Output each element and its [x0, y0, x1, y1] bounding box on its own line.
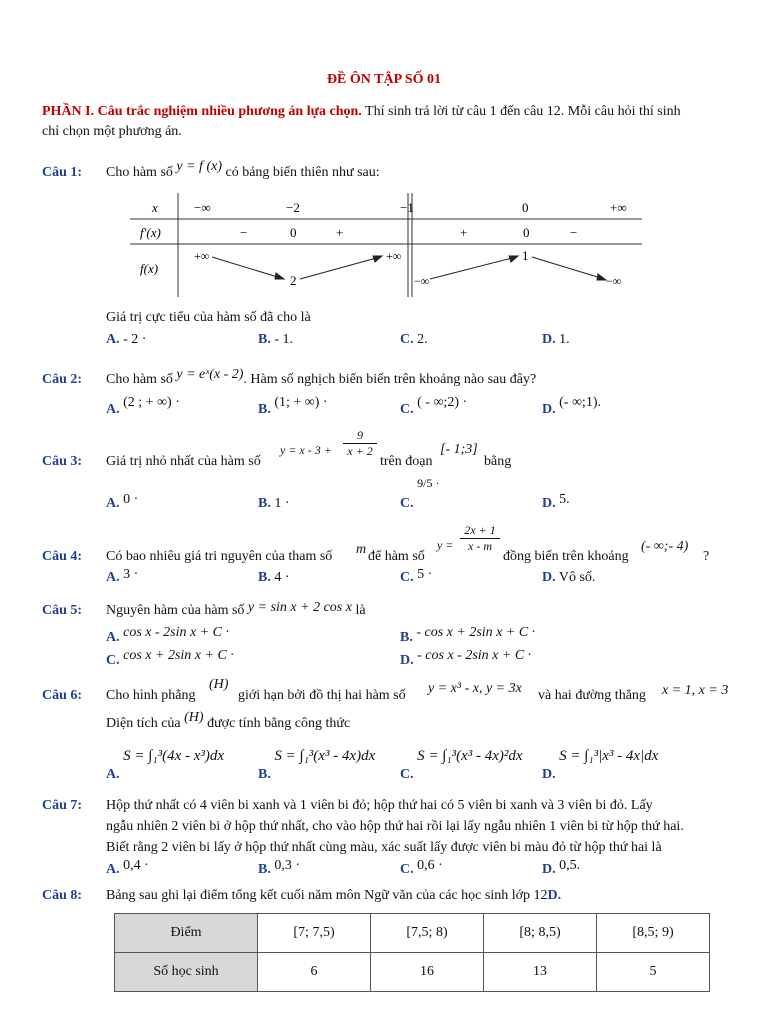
q5-text-c: cos x + 2sin x + C ·: [123, 648, 234, 663]
q2-stem: [106, 367, 537, 388]
table-cell: 5: [597, 953, 710, 992]
table-cell: [8; 8,5): [484, 914, 597, 953]
q7-letter-b: B.: [258, 862, 271, 877]
q3-text-c: 9/5 ·: [417, 476, 440, 490]
q1-post: có bảng biến thiên như sau:: [225, 165, 380, 180]
q4-function: y =: [437, 538, 454, 552]
q5-pre: Nguyên hàm của hàm số: [106, 603, 245, 618]
q5-option-b[interactable]: [400, 625, 536, 645]
q4-end: ?: [703, 549, 710, 564]
q5-letter-b: B.: [400, 630, 413, 645]
part-instruction-2: chỉ chọn một phương án.: [42, 124, 182, 139]
q6-pre: Cho hình phẳng: [106, 688, 196, 703]
vt-x-label: x: [152, 200, 158, 215]
q2-option-d[interactable]: [542, 395, 601, 417]
q1-text-d: 1.: [559, 332, 570, 347]
vt-x-4: +∞: [610, 200, 627, 215]
q7-text-c: 0,6 ·: [417, 858, 443, 873]
q3-option-a[interactable]: [106, 492, 139, 512]
q4-pre: Có bao nhiêu giá tri nguyên của tham số: [106, 549, 333, 564]
vt-f-4: 1: [522, 248, 529, 263]
q6-option-d[interactable]: [542, 748, 659, 782]
exam-title: ĐỀ ÔN TẬP SỐ 01: [326, 72, 442, 87]
q7-letter-a: A.: [106, 862, 120, 877]
part-instructions: [42, 102, 732, 142]
q4-text-c: 5 ·: [417, 567, 433, 582]
q4-post: đồng biến trên khoảng: [503, 549, 629, 564]
q1-pre: Cho hàm số: [106, 165, 173, 180]
q4-letter-d: D.: [542, 570, 556, 585]
table-cell: [7,5; 8): [371, 914, 484, 953]
q2-letter-b: B.: [258, 402, 271, 417]
q3-option-c[interactable]: [400, 476, 440, 511]
vt-fp-2: +: [336, 225, 344, 240]
vt-fp-5: −: [570, 225, 578, 240]
q7-text-b: 0,3 ·: [274, 858, 301, 873]
q4-fraction: [460, 523, 500, 554]
q8-text-tail: D.: [547, 888, 562, 903]
q1-option-b[interactable]: [258, 332, 293, 348]
vt-f-3: −∞: [414, 274, 430, 288]
q6-line2-post: được tính bằng công thức: [207, 716, 351, 731]
q4-option-d[interactable]: [542, 570, 595, 586]
q3-frac-num: 9: [343, 428, 377, 444]
q5-letter-c: C.: [106, 653, 120, 668]
q3-text-d: 5.: [559, 492, 570, 507]
q1-option-a[interactable]: [106, 332, 146, 348]
q3-text-b: 1 ·: [274, 496, 290, 511]
q6-functions: y = x³ - x, y = 3x: [428, 681, 522, 696]
vt-fp-3: +: [460, 225, 468, 240]
vt-fp-label: f'(x): [140, 225, 161, 240]
q5-text-b: - cos x + 2sin x + C ·: [416, 625, 536, 640]
vt-f-label: f(x): [140, 261, 159, 276]
q6-text-d: S = ∫₁³|x³ - 4x|dx: [559, 748, 659, 764]
table-cell: [7; 7,5): [258, 914, 371, 953]
q3-text-a: 0 ·: [123, 492, 139, 507]
table-row: [115, 953, 710, 992]
q1-option-d[interactable]: [542, 332, 570, 348]
q2-text-d: (- ∞;1).: [559, 395, 601, 410]
q1-text-b: - 1.: [274, 332, 294, 347]
q3-letter-a: A.: [106, 496, 120, 511]
q2-option-b[interactable]: [258, 395, 328, 417]
q2-option-a[interactable]: [106, 395, 180, 417]
q4-text-a: 3 ·: [123, 567, 139, 582]
q6-mid: giới hạn bởi đồ thị hai hàm số: [238, 688, 406, 703]
q6-label: Câu 6:: [42, 688, 83, 703]
table-row: [115, 914, 710, 953]
q4-text-b: 4 ·: [274, 570, 290, 585]
q2-text-c: ( - ∞;2) ·: [417, 395, 468, 410]
q2-text-b: (1; + ∞) ·: [274, 395, 328, 410]
q3-label: Câu 3:: [42, 454, 83, 469]
q3-interval: [- 1;3]: [440, 442, 478, 457]
vt-f-5: −∞: [606, 274, 622, 288]
q5-letter-a: A.: [106, 630, 120, 645]
q1-letter-a: A.: [106, 332, 120, 347]
q7-text-a: 0,4 ·: [123, 858, 149, 873]
q3-mid: trên đoạn: [380, 454, 433, 469]
q4-label: Câu 4:: [42, 549, 83, 564]
q6-text-c: S = ∫₁³(x³ - 4x)²dx: [417, 748, 523, 764]
q8-label: Câu 8:: [42, 888, 83, 903]
q8-text-body: Bảng sau ghi lại điểm tổng kết cuối năm môn Ngữ văn của các học sinh lớp 12: [106, 888, 548, 903]
vt-x-0: −∞: [194, 200, 211, 215]
q2-option-c[interactable]: [400, 395, 468, 417]
q6-letter-d: D.: [542, 767, 556, 782]
q4-text-d: Vô số.: [558, 570, 596, 585]
q2-post: . Hàm số nghịch biến biến trên khoảng nào sau đây?: [243, 372, 537, 387]
q5-letter-d: D.: [400, 653, 414, 668]
vt-fp-4: 0: [523, 225, 530, 240]
q5-text-a: cos x - 2sin x + C ·: [123, 625, 229, 640]
table-header-score: Điểm: [115, 914, 258, 953]
q5-post: là: [355, 603, 366, 618]
q2-label: Câu 2:: [42, 372, 83, 387]
q6-text-a: S = ∫₁³(4x - x³)dx: [123, 748, 225, 764]
q1-option-c[interactable]: [400, 332, 428, 348]
q4-option-a[interactable]: [106, 567, 139, 586]
q5-label: Câu 5:: [42, 603, 83, 618]
q6-letter-a: A.: [106, 767, 120, 782]
q6-mid2: và hai đường thẳng: [538, 688, 646, 703]
q6-line2: [106, 710, 351, 732]
q6-letter-b: B.: [258, 767, 271, 782]
vt-x-3: 0: [522, 200, 529, 215]
q7-label: Câu 7:: [42, 798, 83, 813]
q4-frac-num: 2x + 1: [460, 523, 500, 539]
q3-post: bằng: [484, 454, 512, 469]
q7-line1: Hộp thứ nhất có 4 viên bi xanh và 1 viên bi đỏ; hộp thứ hai có 5 viên bi xanh và 3 viên bi đỏ. Lấy: [106, 798, 653, 813]
table-cell: 16: [371, 953, 484, 992]
variation-table: [130, 193, 645, 303]
q7-option-b[interactable]: [258, 858, 301, 878]
q3-pre: Giá trị nhỏ nhất của hàm số: [106, 454, 261, 469]
q6-text-b: S = ∫₁³(x³ - 4x)dx: [274, 748, 376, 764]
q4-frac-den: x - m: [468, 539, 492, 553]
q6-H2: (H): [184, 710, 204, 725]
q2-letter-a: A.: [106, 402, 120, 417]
q4-letter-b: B.: [258, 570, 271, 585]
vt-fp-0: −: [240, 225, 248, 240]
vt-x-2: −1: [400, 200, 414, 215]
q1-question: Giá trị cực tiểu của hàm số đã cho là: [106, 310, 311, 325]
q3-letter-c: C.: [400, 496, 414, 511]
q2-letter-d: D.: [542, 402, 556, 417]
q6-option-a[interactable]: [106, 748, 225, 782]
q2-text-a: (2 ; + ∞) ·: [123, 395, 180, 410]
q4-interval: (- ∞;- 4): [641, 539, 689, 554]
q7-letter-c: C.: [400, 862, 414, 877]
table-cell: [8,5; 9): [597, 914, 710, 953]
q4-letter-a: A.: [106, 570, 120, 585]
q1-function: y = f (x): [176, 159, 222, 174]
q4-param: m: [356, 542, 367, 557]
q1-text-c: 2.: [417, 332, 428, 347]
q6-option-b[interactable]: [258, 748, 376, 782]
q5-option-d[interactable]: [400, 648, 532, 668]
q4-option-c[interactable]: [400, 567, 433, 586]
q3-function: y = x - 3 +: [280, 443, 332, 457]
score-table: [114, 913, 710, 992]
vt-f-2: +∞: [386, 249, 402, 263]
q3-frac-den: x + 2: [347, 444, 373, 458]
vt-f-0: +∞: [194, 249, 210, 263]
q1-text-a: - 2 ·: [123, 332, 147, 347]
q7-line2: ngẫu nhiên 2 viên bi ở hộp thứ nhất, cho vào hộp thứ hai rồi lại lấy ngẫu nhiên 1 viên bi từ hộp thứ hai.: [106, 819, 684, 834]
q6-option-c[interactable]: [400, 748, 523, 782]
q1-stem: [106, 159, 380, 181]
q1-label: Câu 1:: [42, 165, 83, 180]
vt-fp-1: 0: [290, 225, 297, 240]
q1-letter-b: B.: [258, 332, 271, 347]
q6-letter-c: C.: [400, 767, 414, 782]
q3-letter-b: B.: [258, 496, 271, 511]
q5-stem: [106, 600, 366, 619]
part-label: PHẦN I. Câu trắc nghiệm nhiều phương án lựa chọn.: [42, 104, 362, 119]
q3-letter-d: D.: [542, 496, 556, 511]
q1-letter-c: C.: [400, 332, 414, 347]
q7-line3: Biết rằng 2 viên bi lấy ở hộp thứ nhất cùng màu, xác suất lấy được viên bi màu đỏ từ hộp thứ hai là: [106, 840, 662, 855]
q3-option-b[interactable]: [258, 496, 290, 512]
q5-option-a[interactable]: [106, 625, 229, 645]
q6-line2-pre: Diện tích của: [106, 716, 181, 731]
table-header-students: Số học sinh: [115, 953, 258, 992]
q5-text-d: - cos x - 2sin x + C ·: [417, 648, 532, 663]
q7-option-a[interactable]: [106, 858, 149, 878]
q2-letter-c: C.: [400, 402, 414, 417]
q7-option-c[interactable]: [400, 858, 443, 878]
vt-x-1: −2: [286, 200, 300, 215]
q5-option-c[interactable]: [106, 648, 234, 668]
q2-pre: Cho hàm số: [106, 372, 173, 387]
vt-f-1: 2: [290, 273, 297, 288]
q7-letter-d: D.: [542, 862, 556, 877]
q4-option-b[interactable]: [258, 570, 290, 586]
table-cell: 13: [484, 953, 597, 992]
q7-text-d: 0,5.: [559, 858, 581, 873]
q5-function: y = sin x + 2 cos x: [247, 600, 352, 615]
q4-mid: để hàm số: [368, 549, 425, 564]
q3-fraction: [343, 428, 377, 459]
q8-text: [106, 888, 561, 904]
q3-option-d[interactable]: [542, 492, 570, 512]
q4-letter-c: C.: [400, 570, 414, 585]
q2-function: y = eˣ(x - 2): [176, 367, 244, 382]
q6-H: (H): [209, 677, 229, 692]
vt-arrows: [212, 256, 606, 280]
table-cell: 6: [258, 953, 371, 992]
q6-lines: x = 1, x = 3: [662, 683, 729, 698]
q1-letter-d: D.: [542, 332, 556, 347]
part-instruction-1: Thí sinh trả lời từ câu 1 đến câu 12. Mỗi câu hỏi thí sinh: [365, 104, 681, 119]
q7-option-d[interactable]: [542, 858, 581, 878]
